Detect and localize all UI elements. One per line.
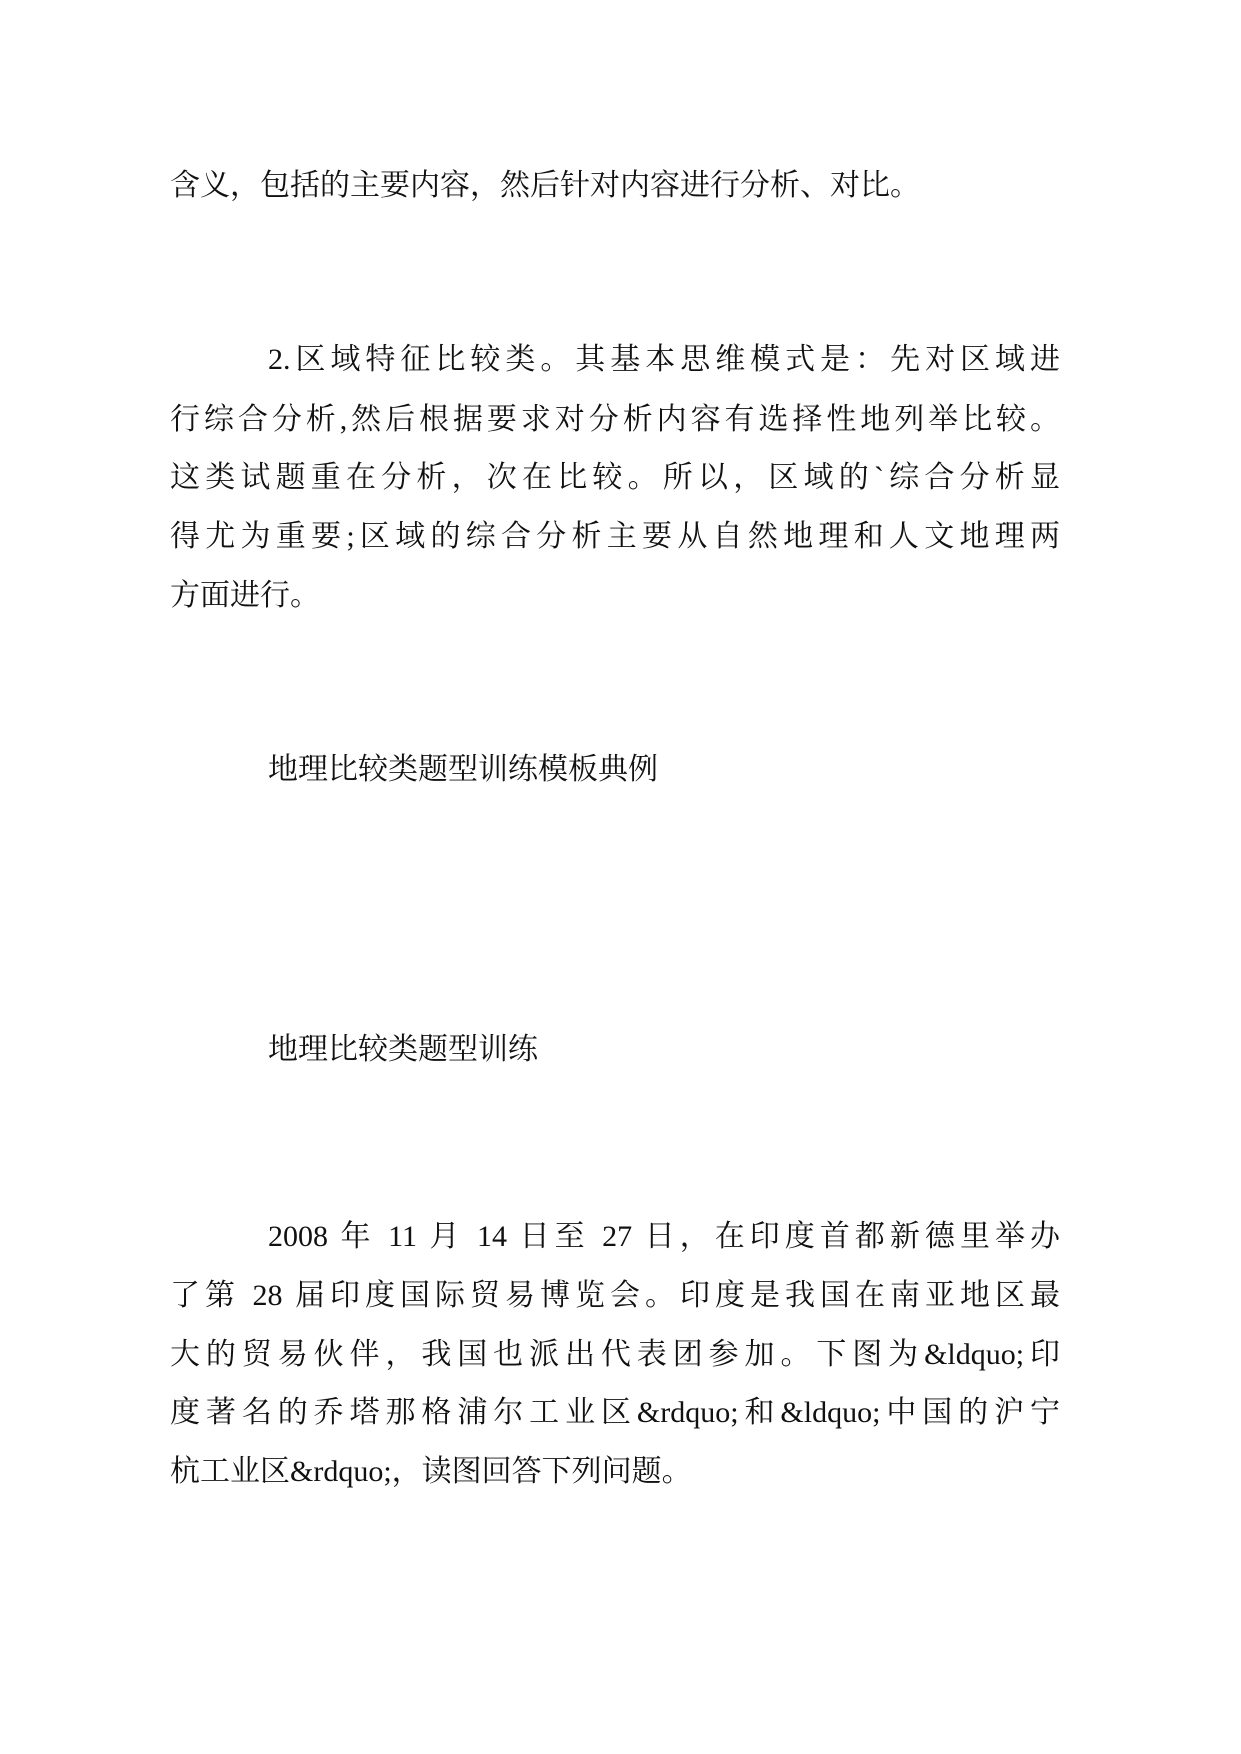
paragraph-line: 2008 年 11 月 14 日至 27 日，在印度首都新德里举办	[268, 1220, 1060, 1253]
paragraph-line: 这类试题重在分析，次在比较。所以，区域的`综合分析显	[170, 461, 1060, 494]
section-heading-training: 地理比较类题型训练	[268, 1033, 538, 1066]
section-heading-example: 地理比较类题型训练模板典例	[268, 753, 658, 786]
paragraph-line: 方面进行。	[170, 579, 320, 612]
paragraph-line: 行综合分析,然后根据要求对分析内容有选择性地列举比较。	[170, 403, 1060, 436]
paragraph-line: 度著名的乔塔那格浦尔工业区&rdquo;和&ldquo;中国的沪宁	[170, 1396, 1060, 1429]
paragraph-line: 2.区域特征比较类。其基本思维模式是：先对区域进	[268, 343, 1060, 376]
paragraph-line: 大的贸易伙伴，我国也派出代表团参加。下图为&ldquo;印	[170, 1338, 1060, 1371]
paragraph-line: 含义，包括的主要内容，然后针对内容进行分析、对比。	[170, 169, 920, 202]
paragraph-line: 得尤为重要;区域的综合分析主要从自然地理和人文地理两	[170, 520, 1060, 553]
paragraph-line: 了第 28 届印度国际贸易博览会。印度是我国在南亚地区最	[170, 1279, 1060, 1312]
paragraph-line: 杭工业区&rdquo;，读图回答下列问题。	[170, 1455, 692, 1488]
